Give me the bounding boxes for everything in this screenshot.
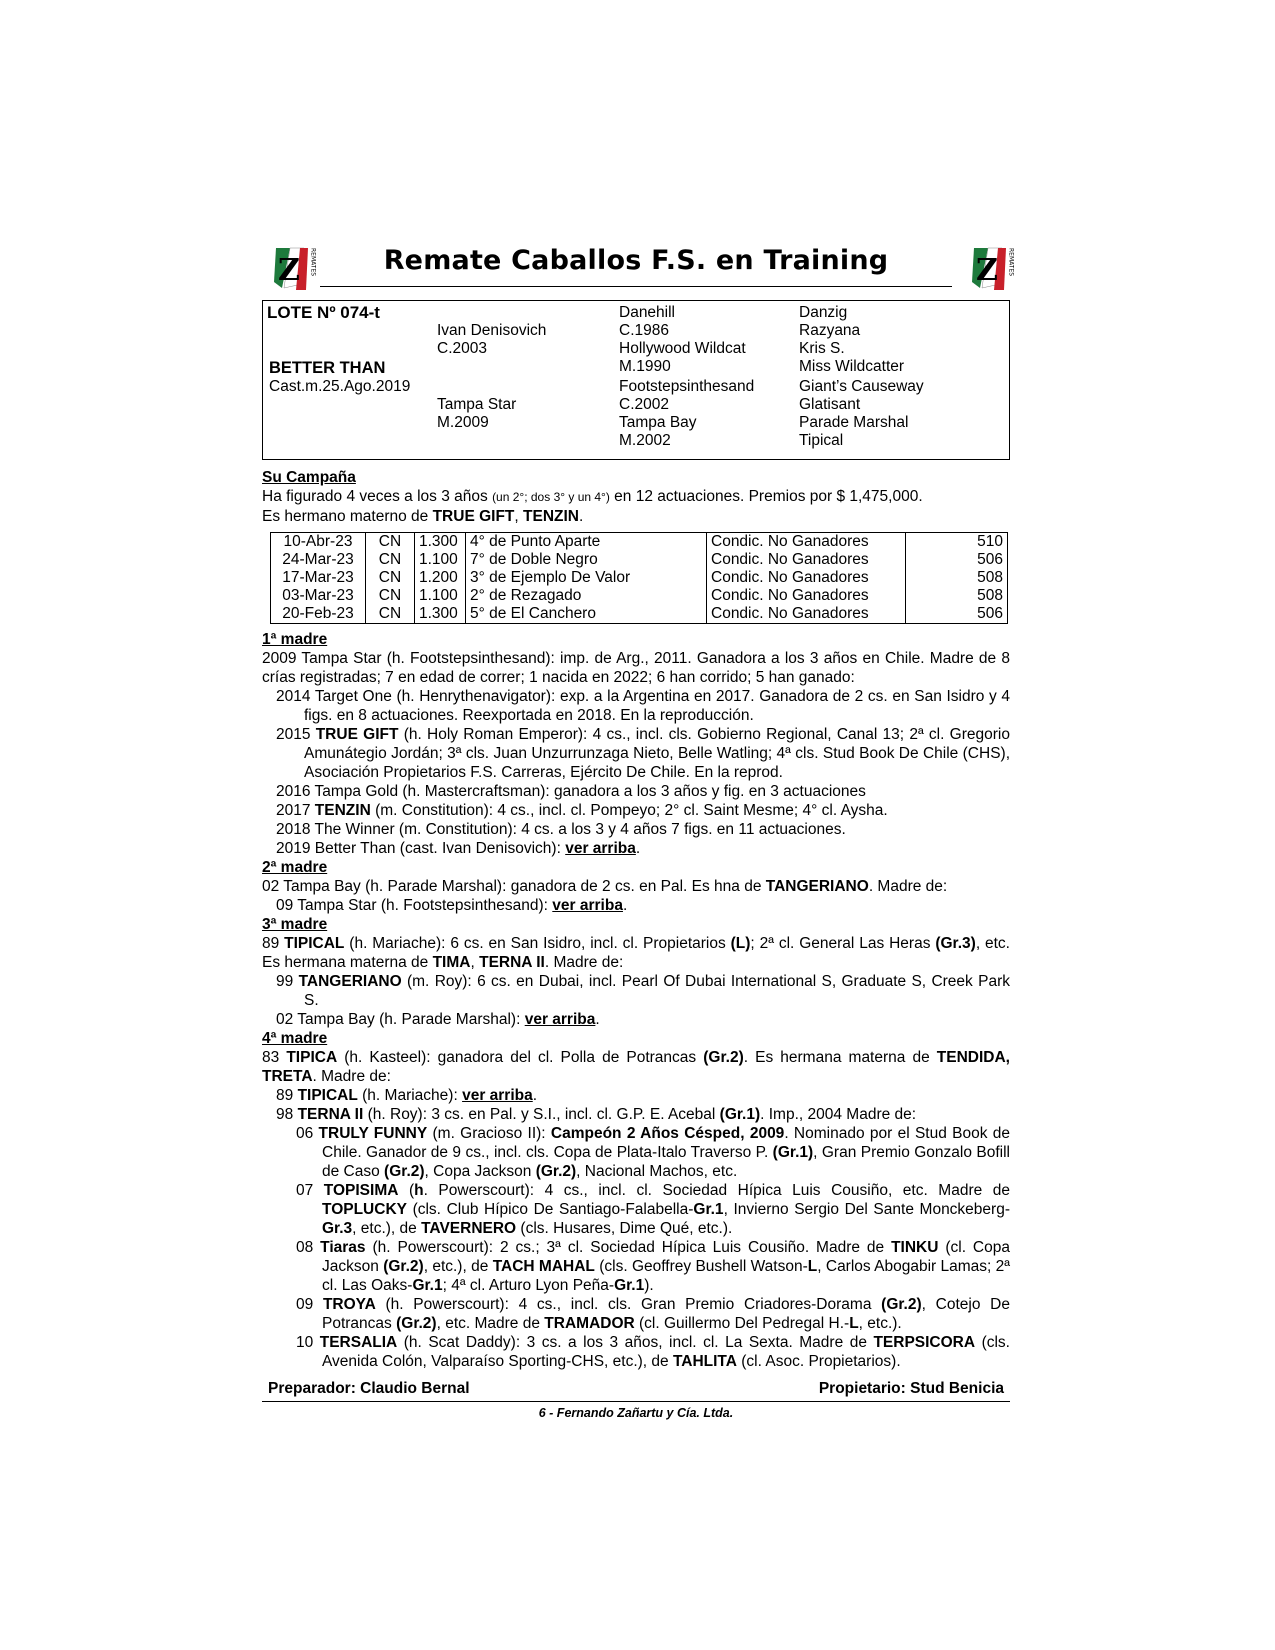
damdam-desc: M.2002 (619, 432, 671, 449)
race-row (271, 587, 1008, 605)
race-date: 17-Mar-23 (282, 569, 354, 586)
madre2-section (262, 858, 1010, 915)
madre4-section (262, 1029, 1010, 1371)
footer-credits (262, 1379, 1010, 1399)
madre3-heading: 3ª madre (262, 916, 328, 933)
grandoffspring-10: 10 TERSALIA (h. Scat Daddy): 3 cs. a los 3 años, incl. cl. La Sexta. Madre de TERPSICORA (cls. Avenida Colón, Valparaíso Sporting-CHS, etc.), de TAHLITA (cl. Asoc. Propietarios). (296, 1334, 1010, 1370)
madre2-intro: 02 Tampa Bay (h. Parade Marshal): ganadora de 2 cs. en Pal. Es hna de TANGERIANO. Madre de: (262, 878, 948, 895)
race-track: CN (366, 551, 415, 569)
madre4-heading: 4ª madre (262, 1030, 328, 1047)
ancestor-8: Tipical (799, 432, 844, 449)
grandsire-name: Danehill (619, 304, 676, 321)
campaign-heading: Su Campaña (262, 469, 356, 486)
race-result: 5° de El Canchero (466, 605, 707, 624)
damsire-name: Footstepsinthesand (619, 378, 755, 395)
ancestor-4: Miss Wildcatter (799, 358, 905, 375)
madre2-offspring-09: 09 Tampa Star (h. Footstepsinthesand): ver arriba. (276, 897, 628, 914)
race-track: CN (366, 587, 415, 605)
race-distance: 1.100 (415, 587, 466, 605)
remates-logo-right (964, 244, 1014, 292)
lote-number: LOTE Nº 074-t (267, 303, 380, 322)
horse-name: BETTER THAN (269, 359, 386, 377)
ancestor-7: Parade Marshal (799, 414, 909, 431)
race-result: 2° de Rezagado (466, 587, 707, 605)
ancestor-5: Giant’s Causeway (799, 378, 924, 395)
race-date: 03-Mar-23 (282, 587, 354, 604)
race-row (271, 569, 1008, 587)
svg-text:Z: Z (976, 253, 998, 288)
race-distance: 1.300 (415, 605, 466, 624)
race-date: 24-Mar-23 (282, 551, 354, 568)
race-row (271, 551, 1008, 569)
race-condition: Condic. No Ganadores (707, 587, 906, 605)
madre3-offspring-02: 02 Tampa Bay (h. Parade Marshal): ver arriba. (276, 1011, 600, 1028)
svg-text:REMATES: REMATES (1007, 248, 1014, 277)
ver-arriba-link[interactable]: ver arriba (462, 1087, 533, 1104)
svg-text:Z: Z (278, 253, 300, 288)
madre1-section (262, 630, 1010, 858)
race-result: 7° de Doble Negro (466, 551, 707, 569)
race-table (270, 532, 1008, 624)
madre3-intro: 89 TIPICAL (h. Mariache): 6 cs. en San Isidro, incl. cl. Propietarios (L); 2ª cl. General Las Heras (Gr.3), etc. Es hermana materna de TIMA, TERNA II. Madre de: (262, 935, 1010, 971)
damdam-name: Tampa Bay (619, 414, 697, 431)
ver-arriba-link[interactable]: ver arriba (524, 1011, 596, 1028)
race-weight: 506 (906, 605, 1008, 624)
race-result: 3° de Ejemplo De Valor (466, 569, 707, 587)
dam-name: Tampa Star (437, 396, 517, 413)
madre3-offspring-99: 99 TANGERIANO (m. Roy): 6 cs. en Dubai, incl. Pearl Of Dubai International S, Graduate S, Creek Park S. (276, 973, 1010, 1009)
offspring-2017: 2017 TENZIN (m. Constitution): 4 cs., incl. cl. Pompeyo; 2° cl. Saint Mesme; 4° cl. Aysha. (276, 802, 888, 819)
page-header (262, 240, 1014, 296)
race-condition: Condic. No Ganadores (707, 551, 906, 569)
race-weight: 508 (906, 587, 1008, 605)
race-result: 4° de Punto Aparte (466, 533, 707, 552)
granddam-desc: M.1990 (619, 358, 671, 375)
offspring-2018: 2018 The Winner (m. Constitution): 4 cs. a los 3 y 4 años 7 figs. en 11 actuaciones. (276, 821, 846, 838)
propietario: Propietario: Stud Benicia (818, 1380, 1004, 1397)
granddam-name: Hollywood Wildcat (619, 340, 746, 357)
grandoffspring-06: 06 TRULY FUNNY (m. Gracioso II): Campeón 2 Años Césped, 2009. Nominado por el Stud Book de Chile. Ganador de 9 cs., incl. cls. Copa de Plata-Italo Traverso P. (Gr.1), Gran Premio Gonzalo Bofill de Caso (Gr.2), Copa Jackson (Gr.2), Nacional Machos, etc. (296, 1125, 1011, 1180)
race-weight: 508 (906, 569, 1008, 587)
dam-desc: M.2009 (437, 414, 489, 431)
race-distance: 1.100 (415, 551, 466, 569)
offspring-2019: 2019 Better Than (cast. Ivan Denisovich): ver arriba. (276, 840, 641, 857)
page-footnote: 6 - Fernando Zañartu y Cía. Ltda. (538, 1406, 734, 1420)
race-row (271, 533, 1008, 552)
race-row (271, 605, 1008, 624)
offspring-2016: 2016 Tampa Gold (h. Mastercraftsman): ganadora a los 3 años y fig. en 3 actuaciones (276, 783, 866, 800)
ancestor-6: Glatisant (799, 396, 861, 413)
race-weight: 510 (906, 533, 1008, 552)
page-title: Remate Caballos F.S. en Training (320, 240, 952, 287)
ancestor-3: Kris S. (799, 340, 845, 357)
grandoffspring-09: 09 TROYA (h. Powerscourt): 4 cs., incl. cls. Gran Premio Criadores-Dorama (Gr.2), Cotejo De Potrancas (Gr.2), etc. Madre de TRAMADOR (cl. Guillermo Del Pedregal H.-L, etc.). (296, 1296, 1010, 1332)
race-track: CN (366, 569, 415, 587)
ancestor-1: Danzig (799, 304, 848, 321)
race-condition: Condic. No Ganadores (707, 605, 906, 624)
madre3-section (262, 915, 1010, 1029)
madre1-heading: 1ª madre (262, 631, 328, 648)
campaign-text: Ha figurado 4 veces a los 3 años (un 2°; dos 3° y un 4°) en 12 actuaciones. Premios por $ 1,475,000. Es hermano materno de TRUE GIFT, TENZIN. (262, 488, 923, 525)
sire-name: Ivan Denisovich (437, 322, 547, 339)
ancestor-2: Razyana (799, 322, 861, 339)
madre4-offspring-98: 98 TERNA II (h. Roy): 3 cs. en Pal. y S.I., incl. cl. G.P. E. Acebal (Gr.1). Imp., 2004 Madre de: (276, 1106, 917, 1123)
race-condition: Condic. No Ganadores (707, 533, 906, 552)
ver-arriba-link[interactable]: ver arriba (552, 897, 623, 914)
grandoffspring-07: 07 TOPISIMA (h. Powerscourt): 4 cs., incl. cl. Sociedad Hípica Luis Cousiño, etc. Madre de TOPLUCKY (cls. Club Hípico De Santiago-Falabella-Gr.1, Invierno Sergio Del Sante Monckeberg-Gr.3, etc.), de TAVERNERO (cls. Husares, Dime Qué, etc.). (296, 1182, 1010, 1237)
horse-desc: Cast.m.25.Ago.2019 (269, 378, 411, 395)
catalog-page (262, 240, 1014, 1420)
offspring-2015: 2015 TRUE GIFT (h. Holy Roman Emperor): 4 cs., incl. cls. Gobierno Regional, Canal 13; 2ª cl. Gregorio Amunátegio Jordán; 3ª cls. Juan Unzurrunzaga Nieto, Belle Watling; 4ª cls. Stud Book De Chile (CHS), Asociación Propietarios F.S. Carreras, Ejército De Chile. En la reprod. (276, 726, 1010, 781)
madre2-heading: 2ª madre (262, 859, 328, 876)
race-date: 10-Abr-23 (283, 533, 353, 550)
pedigree-box (262, 300, 1010, 460)
campaign-section (262, 468, 1010, 624)
sire-desc: C.2003 (437, 340, 487, 357)
madre4-offspring-89: 89 TIPICAL (h. Mariache): ver arriba. (276, 1087, 538, 1104)
race-distance: 1.300 (415, 533, 466, 552)
race-distance: 1.200 (415, 569, 466, 587)
grandoffspring-08: 08 Tiaras (h. Powerscourt): 2 cs.; 3ª cl. Sociedad Hípica Luis Cousiño. Madre de TINKU (cl. Copa Jackson (Gr.2), etc.), de TACH MAHAL (cls. Geoffrey Bushell Watson-L, Carlos Abogabir Lamas; 2ª cl. Las Oaks-Gr.1; 4ª cl. Arturo Lyon Peña-Gr.1). (296, 1239, 1011, 1294)
race-condition: Condic. No Ganadores (707, 569, 906, 587)
grandsire-desc: C.1986 (619, 322, 669, 339)
offspring-2014: 2014 Target One (h. Henrythenavigator): exp. a la Argentina en 2017. Ganadora de 2 cs. en San Isidro y 4 figs. en 8 actuaciones. Reexportada en 2018. En la reproducción. (276, 688, 1010, 724)
madre1-intro: 2009 Tampa Star (h. Footstepsinthesand): imp. de Arg., 2011. Ganadora a los 3 años en Chile. Madre de 8 crías registradas; 7 en edad de correr; 1 nacida en 2022; 6 han corrido; 5 han ganado: (262, 650, 1010, 686)
race-track: CN (366, 605, 415, 624)
damsire-desc: C.2002 (619, 396, 669, 413)
race-date: 20-Feb-23 (282, 605, 354, 622)
remates-logo-left (266, 244, 316, 292)
preparador: Preparador: Claudio Bernal (268, 1380, 470, 1397)
svg-text:REMATES: REMATES (309, 248, 316, 277)
madre4-intro: 83 TIPICA (h. Kasteel): ganadora del cl. Polla de Potrancas (Gr.2). Es hermana materna de TENDIDA, TRETA. Madre de: (262, 1049, 1010, 1085)
race-weight: 506 (906, 551, 1008, 569)
race-track: CN (366, 533, 415, 552)
footer-divider (262, 1401, 1010, 1402)
ver-arriba-link[interactable]: ver arriba (565, 840, 636, 857)
